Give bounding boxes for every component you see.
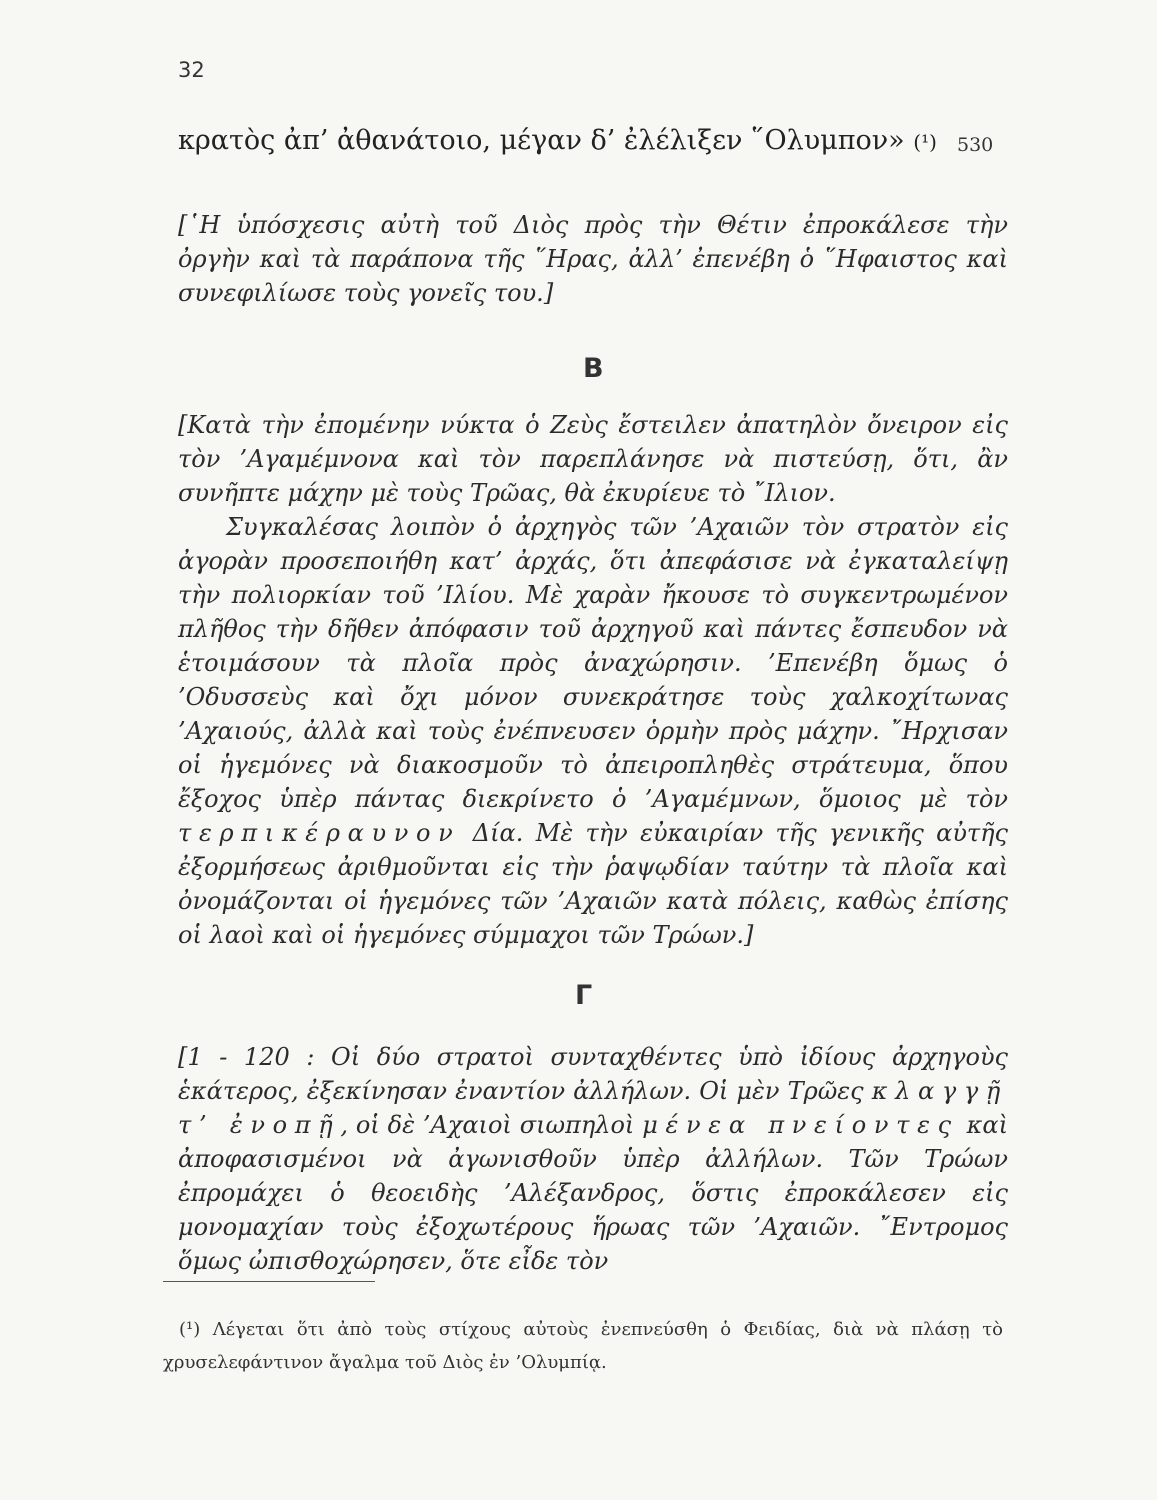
page-number: 32 xyxy=(178,58,205,82)
summary-c-text-3: καὶ ἀποφασισμένοι νὰ ἀγωνισθοῦν ὑπὲρ ἀλλήλων. Τῶν Τρώων ἐπρομάχει ὁ θεοειδὴς ’Αλέξανδρος, ὅστις ἐπροκάλεσεν εἰς μονομαχίαν τοὺς ἐξοχωτέρους ἥρωας τῶν ’Αχαιῶν. ῎Εντρομος ὅμως ὠπισθοχώρησεν, ὅτε εἶδε τὸν xyxy=(178,1111,1009,1275)
summary-b-spaced-word: τερπικέραυνον xyxy=(178,819,461,847)
summary-c-spaced-2: μένεα πνείοντες xyxy=(642,1111,959,1139)
line-number: 530 xyxy=(957,134,994,156)
summary-c-paragraph xyxy=(178,1040,1008,1278)
summary-book-b xyxy=(178,408,1008,952)
footnote-reference: (¹) xyxy=(913,130,937,154)
summary-b-p2-text-2: Δία. Μὲ τὴν εὐκαιρίαν τῆς γενικῆς αὐτῆς ἐξορμήσεως ἀριθμοῦνται εἰς τὴν ῥαψῳδίαν ταύτην τὰ πλοῖα καὶ ὀνομάζονται οἱ ἡγεμόνες τῶν ’Αχαιῶν κατὰ πόλεις, καθὼς ἐπίσης οἱ λαοὶ καὶ οἱ ἡγεμόνες σύμμαχοι τῶν Τρώων.] xyxy=(178,819,1008,949)
summary-a-paragraph: [῾Η ὑπόσχεσις αὐτὴ τοῦ Διὸς πρὸς τὴν Θέτιν ἐπροκάλεσε τὴν ὀργὴν καὶ τὰ παράπονα τῆς ῞Ηρας, ἀλλ’ ἐπενέβη ὁ ῞Ηφαιστος καὶ συνεφιλίωσε τοὺς γονεῖς του.] xyxy=(178,211,1008,307)
summary-book-a xyxy=(178,208,1008,310)
summary-c-spaced-1: κλαγγῇ τ’ ἐνοπῇ xyxy=(178,1077,1008,1139)
summary-c-text-2: , οἱ δὲ ’Αχαιοὶ σιωπηλοὶ xyxy=(340,1111,643,1139)
summary-b-paragraph-1: [Κατὰ τὴν ἐπομένην νύκτα ὁ Ζεὺς ἔστειλεν ἀπατηλὸν ὄνειρον εἰς τὸν ’Αγαμέμνονα καὶ τὸν παρεπλάνησε νὰ πιστεύσῃ, ὅτι, ἂν συνῆπτε μάχην μὲ τοὺς Τρῶας, θὰ ἐκυρίευε τὸ ῎Ιλιον. xyxy=(178,411,1008,507)
summary-book-g xyxy=(178,1040,1008,1278)
footnote-marker: (¹) xyxy=(179,1319,201,1340)
footnote-paragraph xyxy=(163,1313,1003,1379)
summary-b-p2-text-1: Συγκαλέσας λοιπὸν ὁ ἀρχηγὸς τῶν ’Αχαιῶν τὸν στρατὸν εἰς ἀγορὰν προσεποιήθη κατ’ ἀρχάς, ὅτι ἀπεφάσισε νὰ ἐγκαταλείψῃ τὴν πολιορκίαν τοῦ ’Ιλίου. Μὲ χαρὰν ἤκουσε τὸ συγκεντρωμένον πλῆθος τὴν δῆθεν ἀπόφασιν τοῦ ἀρχηγοῦ καὶ πάντες ἔσπευδον νὰ ἑτοιμάσουν τὰ πλοῖα πρὸς ἀναχώρησιν. ’Επενέβη ὅμως ὁ ’Οδυσσεὺς καὶ ὄχι μόνον συνεκράτησε τοὺς χαλκοχίτωνας ’Αχαιούς, ἀλλὰ καὶ τοὺς ἐνέπνευσεν ὁρμὴν πρὸς μάχην. ῎Ηρχισαν οἱ ἡγεμόνες νὰ διακοσμοῦν τὸ ἀπειροπληθὲς στράτευμα, ὅπου ἔξοχος ὑπὲρ πάντας διεκρίνετο ὁ ’Αγαμέμνων, ὅμοιος μὲ τὸν xyxy=(178,513,1008,813)
verse-line xyxy=(178,123,938,160)
summary-c-text-1: [1 - 120 : Οἱ δύο στρατοὶ συνταχθέντες ὑπὸ ἰδίους ἀρχηγοὺς ἑκάτερος, ἐξεκίνησαν ἐναντίον ἀλλήλων. Οἱ μὲν Τρῶες xyxy=(178,1043,1008,1105)
verse-text: κρατὸς ἀπ’ ἀθανάτοιο, μέγαν δ’ ἐλέλιξεν ῞Ολυμπον» xyxy=(178,125,914,156)
book-heading-g: Γ xyxy=(575,980,593,1011)
summary-b-paragraph-2 xyxy=(178,510,1008,952)
footnote xyxy=(163,1313,1003,1379)
book-heading-b: B xyxy=(583,353,604,384)
footnote-text: Λέγεται ὅτι ἀπὸ τοὺς στίχους αὐτοὺς ἐνεπνεύσθη ὁ Φειδίας, διὰ νὰ πλάσῃ τὸ χρυσελεφάντινον ἄγαλμα τοῦ Διὸς ἐν ’Ολυμπίᾳ. xyxy=(163,1319,1003,1373)
footnote-rule xyxy=(163,1281,375,1282)
